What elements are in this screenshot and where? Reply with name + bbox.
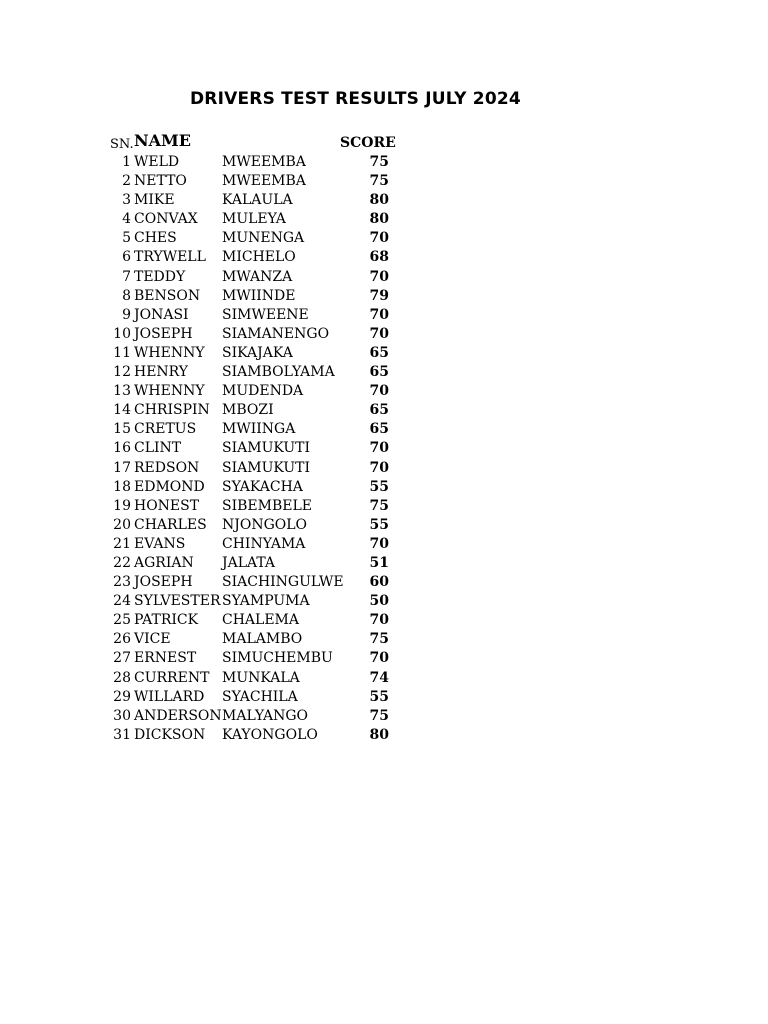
score-cell: 55 [369,688,389,705]
table-row [0,248,768,267]
score-cell: 51 [369,554,389,571]
table-row [0,325,768,344]
first-name-cell: JONASI [134,306,189,323]
score-cell: 70 [369,383,389,400]
last-name-cell: MALAMBO [222,631,303,648]
first-name-cell: WHENNY [134,344,205,361]
table-row [0,707,768,726]
first-name-cell: EVANS [134,535,186,552]
first-name-cell: WELD [134,154,180,170]
last-name-cell: MWEEMBA [222,173,306,190]
sn-cell: 15 [113,421,131,438]
last-name-cell: SIMUCHEMBU [222,650,333,667]
header-score: SCORE [340,135,396,151]
table-row [0,229,768,248]
last-name-cell: MULEYA [222,211,286,228]
last-name-cell: SYAKACHA [222,478,303,495]
first-name-cell: BENSON [134,287,201,304]
sn-cell: 17 [113,459,131,476]
table-row [0,191,768,210]
first-name-cell: PATRICK [134,612,199,629]
sn-cell: 9 [122,306,131,323]
table-row [0,172,768,191]
table-row [0,439,768,458]
last-name-cell: SIAMBOLYAMA [222,364,335,381]
score-cell: 65 [369,364,389,381]
sn-cell: 31 [113,726,131,743]
first-name-cell: REDSON [134,459,200,476]
sn-cell: 21 [113,535,131,552]
sn-cell: 13 [113,383,131,400]
last-name-cell: SYAMPUMA [222,593,310,610]
first-name-cell: WILLARD [134,688,205,705]
table-row [0,669,768,688]
score-cell: 65 [369,421,389,438]
last-name-cell: JALATA [222,554,276,571]
score-cell: 65 [369,344,389,361]
last-name-cell: SIAMUKUTI [222,459,310,476]
header-sn: SN. [110,137,134,152]
sn-cell: 19 [113,497,131,514]
sn-cell: 25 [113,612,131,629]
first-name-cell: TEDDY [134,268,186,285]
table-row [0,554,768,573]
table-row [0,478,768,497]
score-cell: 70 [369,612,389,629]
first-name-cell: TRYWELL [134,249,206,266]
score-cell: 80 [369,726,389,743]
table-row [0,306,768,325]
last-name-cell: SIAMANENGO [222,325,330,342]
sn-cell: 20 [113,516,131,533]
sn-cell: 12 [113,364,131,381]
score-cell: 74 [369,669,389,686]
sn-cell: 8 [122,287,131,304]
score-cell: 75 [369,631,389,648]
first-name-cell: JOSEPH [134,325,193,342]
last-name-cell: MALYANGO [222,707,309,724]
table-row [0,459,768,478]
sn-cell: 10 [113,325,131,342]
score-cell: 70 [369,440,389,457]
score-cell: 75 [369,707,389,724]
last-name-cell: MWANZA [222,268,293,285]
score-cell: 50 [369,593,389,610]
first-name-cell: HONEST [134,497,200,514]
table-row [0,630,768,649]
score-cell: 55 [369,478,389,495]
last-name-cell: MWIINDE [222,287,296,304]
sn-cell: 5 [122,230,131,247]
first-name-cell: CRETUS [134,421,197,438]
sn-cell: 29 [113,688,131,705]
first-name-cell: VICE [134,631,171,648]
score-cell: 70 [369,535,389,552]
last-name-cell: SIKAJAKA [222,344,293,361]
first-name-cell: ANDERSON [134,707,222,724]
sn-cell: 4 [122,211,131,228]
last-name-cell: MUNKALA [222,669,300,686]
last-name-cell: MUDENDA [222,383,304,400]
sn-cell: 24 [113,593,131,610]
sn-cell: 22 [113,554,131,571]
score-cell: 70 [369,325,389,342]
score-cell: 70 [369,650,389,667]
score-cell: 75 [369,497,389,514]
sn-cell: 18 [113,478,131,495]
table-row [0,611,768,630]
score-cell: 70 [369,268,389,285]
table-row [0,592,768,611]
score-cell: 79 [369,287,389,304]
last-name-cell: SIBEMBELE [222,497,312,514]
first-name-cell: CURRENT [134,669,210,686]
last-name-cell: SIMWEENE [222,306,309,323]
last-name-cell: MWIINGA [222,421,296,438]
table-row [0,153,768,172]
first-name-cell: HENRY [134,364,189,381]
table-row [0,210,768,229]
score-cell: 65 [369,402,389,419]
table-row [0,363,768,382]
table-row [0,497,768,516]
first-name-cell: SYLVESTER [134,593,221,610]
score-cell: 70 [369,459,389,476]
first-name-cell: WHENNY [134,383,205,400]
sn-cell: 2 [122,173,131,190]
table-header [0,131,768,153]
last-name-cell: SYACHILA [222,688,298,705]
first-name-cell: ERNEST [134,650,197,667]
first-name-cell: DICKSON [134,726,206,743]
table-row [0,420,768,439]
table-row [0,401,768,420]
table-row [0,649,768,668]
sn-cell: 11 [113,344,131,361]
sn-cell: 3 [122,192,131,209]
first-name-cell: CHES [134,230,177,247]
last-name-cell: KAYONGOLO [222,726,318,743]
score-cell: 70 [369,306,389,323]
first-name-cell: AGRIAN [134,554,194,571]
score-cell: 55 [369,516,389,533]
score-cell: 60 [369,574,389,591]
first-name-cell: NETTO [134,173,187,190]
sn-cell: 26 [113,631,131,648]
sn-cell: 27 [113,650,131,667]
last-name-cell: CHALEMA [222,612,299,629]
last-name-cell: SIAMUKUTI [222,440,310,457]
score-cell: 68 [369,249,389,266]
page-title: DRIVERS TEST RESULTS JULY 2024 [190,89,521,109]
first-name-cell: CLINT [134,440,182,457]
table-row [0,573,768,592]
results-table [0,153,768,745]
table-row [0,268,768,287]
last-name-cell: MUNENGA [222,230,305,247]
last-name-cell: NJONGOLO [222,516,308,533]
last-name-cell: SIACHINGULWE [222,574,344,591]
sn-cell: 7 [122,268,131,285]
last-name-cell: KALAULA [222,192,293,209]
last-name-cell: MBOZI [222,402,274,419]
first-name-cell: CHRISPIN [134,402,210,419]
last-name-cell: MICHELO [222,249,296,266]
last-name-cell: MWEEMBA [222,154,306,170]
table-row [0,287,768,306]
sn-cell: 30 [113,707,131,724]
table-row [0,688,768,707]
score-cell: 80 [369,211,389,228]
first-name-cell: MIKE [134,192,175,209]
table-row [0,726,768,745]
sn-cell: 6 [122,249,131,266]
first-name-cell: CONVAX [134,211,198,228]
score-cell: 75 [369,154,389,170]
table-row [0,382,768,401]
first-name-cell: EDMOND [134,478,205,495]
header-name: NAME [134,131,191,150]
table-row [0,516,768,535]
first-name-cell: JOSEPH [134,574,193,591]
score-cell: 75 [369,173,389,190]
sn-cell: 14 [113,402,131,419]
table-row [0,535,768,554]
sn-cell: 28 [113,669,131,686]
sn-cell: 16 [113,440,131,457]
score-cell: 80 [369,192,389,209]
sn-cell: 1 [122,154,131,170]
table-row [0,344,768,363]
last-name-cell: CHINYAMA [222,535,306,552]
sn-cell: 23 [113,574,131,591]
score-cell: 70 [369,230,389,247]
first-name-cell: CHARLES [134,516,207,533]
